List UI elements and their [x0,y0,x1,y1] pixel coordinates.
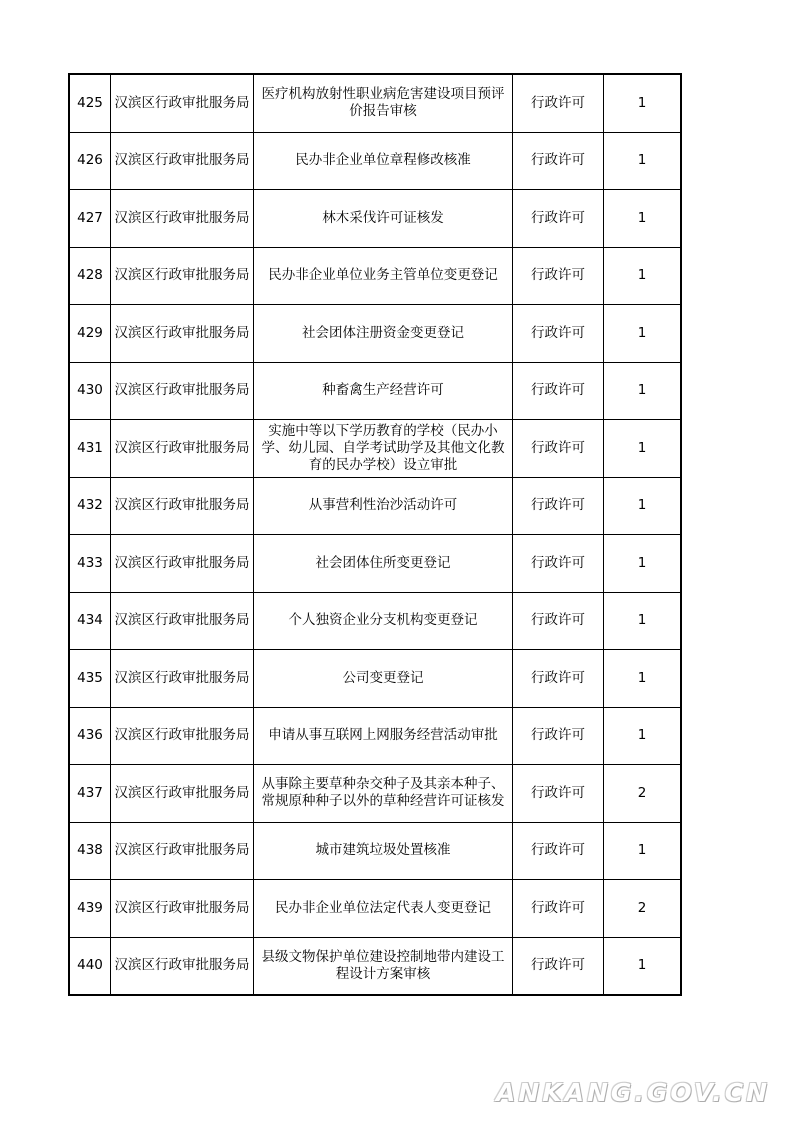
department-cell: 汉滨区行政审批服务局 [111,132,254,190]
table-row [69,247,681,305]
department-cell: 汉滨区行政审批服务局 [111,765,254,823]
row-number-cell: 429 [69,305,111,363]
row-number-cell: 430 [69,362,111,420]
approval-item-cell: 城市建筑垃圾处置核准 [254,822,513,880]
item-type-cell: 行政许可 [513,247,604,305]
department-cell: 汉滨区行政审批服务局 [111,937,254,995]
item-type-cell: 行政许可 [513,420,604,478]
table-row [69,880,681,938]
row-number-cell: 433 [69,535,111,593]
item-type-cell: 行政许可 [513,707,604,765]
table-row [69,132,681,190]
item-type-cell: 行政许可 [513,937,604,995]
item-type-cell: 行政许可 [513,190,604,248]
count-cell: 1 [604,132,682,190]
department-cell: 汉滨区行政审批服务局 [111,650,254,708]
count-cell: 1 [604,362,682,420]
count-cell: 1 [604,247,682,305]
row-number-cell: 426 [69,132,111,190]
department-cell: 汉滨区行政审批服务局 [111,247,254,305]
table-row [69,420,681,478]
table-row [69,477,681,535]
department-cell: 汉滨区行政审批服务局 [111,592,254,650]
approval-item-cell: 公司变更登记 [254,650,513,708]
approval-item-cell: 民办非企业单位章程修改核准 [254,132,513,190]
row-number-cell: 431 [69,420,111,478]
approval-item-cell: 社会团体注册资金变更登记 [254,305,513,363]
count-cell: 2 [604,880,682,938]
table-row [69,650,681,708]
item-type-cell: 行政许可 [513,535,604,593]
row-number-cell: 440 [69,937,111,995]
row-number-cell: 434 [69,592,111,650]
table-row [69,190,681,248]
table-row [69,74,681,132]
count-cell: 1 [604,650,682,708]
department-cell: 汉滨区行政审批服务局 [111,477,254,535]
department-cell: 汉滨区行政审批服务局 [111,74,254,132]
count-cell: 1 [604,592,682,650]
department-cell: 汉滨区行政审批服务局 [111,362,254,420]
approval-item-cell: 县级文物保护单位建设控制地带内建设工程设计方案审核 [254,937,513,995]
item-type-cell: 行政许可 [513,880,604,938]
count-cell: 1 [604,477,682,535]
approval-item-cell: 实施中等以下学历教育的学校（民办小学、幼儿园、自学考试助学及其他文化教育的民办学校）设立审批 [254,420,513,478]
row-number-cell: 432 [69,477,111,535]
department-cell: 汉滨区行政审批服务局 [111,707,254,765]
table-row [69,592,681,650]
table-row [69,765,681,823]
row-number-cell: 435 [69,650,111,708]
item-type-cell: 行政许可 [513,305,604,363]
item-type-cell: 行政许可 [513,765,604,823]
count-cell: 1 [604,822,682,880]
department-cell: 汉滨区行政审批服务局 [111,535,254,593]
count-cell: 1 [604,190,682,248]
department-cell: 汉滨区行政审批服务局 [111,305,254,363]
item-type-cell: 行政许可 [513,132,604,190]
count-cell: 1 [604,535,682,593]
table-row [69,822,681,880]
table-row [69,707,681,765]
site-watermark: ANKANG.GOV.CN [495,1078,770,1107]
item-type-cell: 行政许可 [513,592,604,650]
approval-item-cell: 民办非企业单位业务主管单位变更登记 [254,247,513,305]
table-row [69,305,681,363]
table-row [69,362,681,420]
table-row [69,535,681,593]
count-cell: 1 [604,707,682,765]
approval-item-cell: 从事营利性治沙活动许可 [254,477,513,535]
item-type-cell: 行政许可 [513,362,604,420]
row-number-cell: 436 [69,707,111,765]
approval-item-cell: 林木采伐许可证核发 [254,190,513,248]
row-number-cell: 427 [69,190,111,248]
item-type-cell: 行政许可 [513,650,604,708]
approval-item-cell: 民办非企业单位法定代表人变更登记 [254,880,513,938]
department-cell: 汉滨区行政审批服务局 [111,822,254,880]
count-cell: 1 [604,937,682,995]
count-cell: 1 [604,74,682,132]
item-type-cell: 行政许可 [513,74,604,132]
count-cell: 2 [604,765,682,823]
approval-item-cell: 医疗机构放射性职业病危害建设项目预评价报告审核 [254,74,513,132]
approval-item-cell: 社会团体住所变更登记 [254,535,513,593]
department-cell: 汉滨区行政审批服务局 [111,420,254,478]
row-number-cell: 437 [69,765,111,823]
row-number-cell: 428 [69,247,111,305]
count-cell: 1 [604,420,682,478]
row-number-cell: 439 [69,880,111,938]
count-cell: 1 [604,305,682,363]
approval-items-table [68,73,682,996]
row-number-cell: 438 [69,822,111,880]
approval-item-cell: 从事除主要草种杂交种子及其亲本种子、常规原种种子以外的草种经营许可证核发 [254,765,513,823]
row-number-cell: 425 [69,74,111,132]
department-cell: 汉滨区行政审批服务局 [111,190,254,248]
table-body [69,74,681,995]
approval-item-cell: 个人独资企业分支机构变更登记 [254,592,513,650]
approval-item-cell: 种畜禽生产经营许可 [254,362,513,420]
approval-item-cell: 申请从事互联网上网服务经营活动审批 [254,707,513,765]
item-type-cell: 行政许可 [513,477,604,535]
department-cell: 汉滨区行政审批服务局 [111,880,254,938]
item-type-cell: 行政许可 [513,822,604,880]
table-row [69,937,681,995]
